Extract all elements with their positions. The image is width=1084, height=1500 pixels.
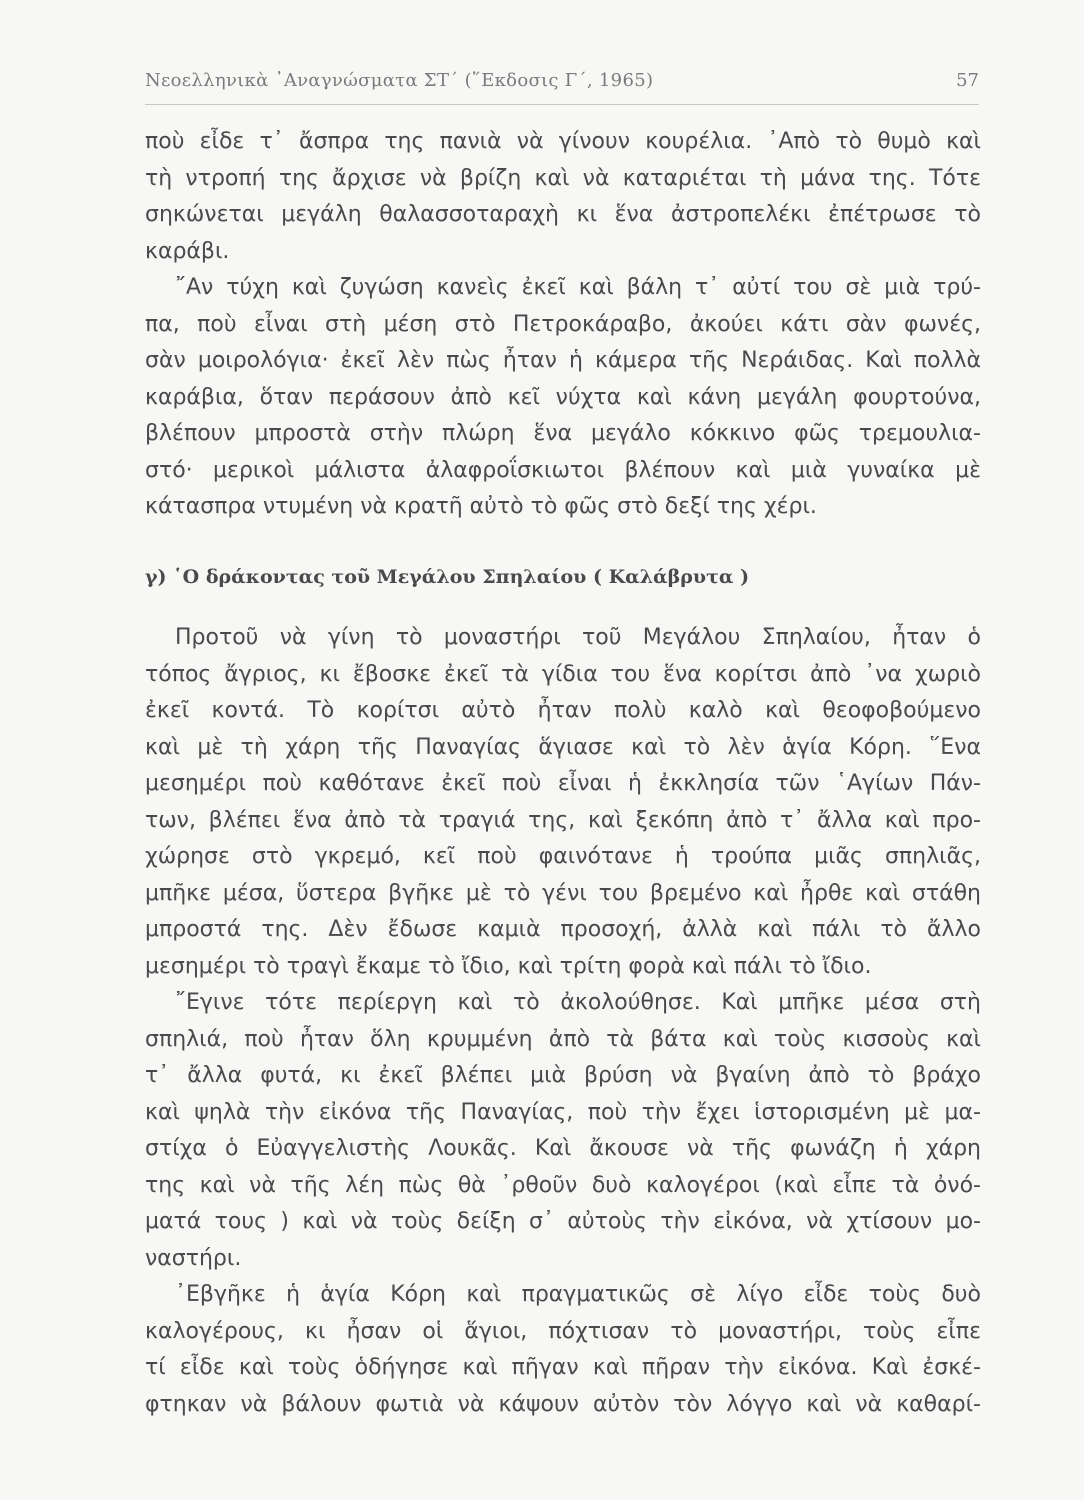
page-number: 57 bbox=[956, 70, 979, 91]
text-line: ματά τους ) καὶ νὰ τοὺς δείξη σ᾽ αὐτοὺς τὴν εἰκόνα, νὰ χτίσουν μο- bbox=[145, 1209, 981, 1234]
text-line: τὴ ντροπή της ἄρχισε νὰ βρίζη καὶ νὰ καταριέται τὴ μάνα της. Τότε bbox=[145, 165, 981, 191]
text-line: τ᾽ ἄλλα φυτά, κι ἐκεῖ βλέπει μιὰ βρύση νὰ βγαίνη ἀπὸ τὸ βράχο bbox=[145, 1063, 981, 1088]
text-line: ᾽Εβγῆκε ἡ ἁγία Κόρη καὶ πραγματικῶς σὲ λίγο εἶδε τοὺς δυὸ bbox=[175, 1282, 981, 1307]
text-line: ναστήρι. bbox=[145, 1245, 242, 1271]
text-line: καλογέρους, κι ἦσαν οἱ ἅγιοι, πόχτισαν τὸ μοναστήρι, τοὺς εἶπε bbox=[145, 1318, 981, 1344]
text-line: σπηλιά, ποὺ ἦταν ὅλη κρυμμένη ἀπὸ τὰ βάτα καὶ τοὺς κισσοὺς καὶ bbox=[145, 1026, 981, 1052]
text-line: καράβια, ὅταν περάσουν ἀπὸ κεῖ νύχτα καὶ κάνη μεγάλη φουρτούνα, bbox=[145, 384, 981, 410]
running-head bbox=[145, 70, 979, 100]
text-block-dragon-story bbox=[145, 620, 981, 1423]
section-heading: γ) ῾Ο δράκοντας τοῦ Μεγάλου Σπηλαίου ( Καλάβρυτα ) bbox=[145, 566, 750, 588]
text-line: στό· μερικοὶ μάλιστα ἀλαφροΐσκιωτοι βλέπουν καὶ μιὰ γυναίκα μὲ bbox=[145, 457, 981, 483]
running-title: Νεοελληνικὰ ᾽Αναγνώσματα ΣΤ΄ (῞Εκδοσις Γ΄, 1965) bbox=[145, 70, 654, 91]
text-line: χώρησε στὸ γκρεμό, κεῖ ποὺ φαινότανε ἡ τρούπα μιᾶς σπηλιᾶς, bbox=[145, 844, 981, 869]
text-line: ποὺ εἶδε τ᾽ ἄσπρα της πανιὰ νὰ γίνουν κουρέλια. ᾽Απὸ τὸ θυμὸ καὶ bbox=[145, 129, 981, 154]
text-line: τόπος ἄγριος, κι ἔβοσκε ἐκεῖ τὰ γίδια του ἕνα κορίτσι ἀπὸ ᾽να χωριὸ bbox=[145, 661, 981, 687]
text-line: στίχα ὁ Εὐαγγελιστὴς Λουκᾶς. Καὶ ἄκουσε νὰ τῆς φωνάζη ἡ χάρη bbox=[145, 1136, 981, 1161]
text-line: καὶ ψηλὰ τὴν εἰκόνα τῆς Παναγίας, ποὺ τὴν ἔχει ἱστορισμένη μὲ μα- bbox=[145, 1099, 981, 1125]
text-line: τί εἶδε καὶ τοὺς ὁδήγησε καὶ πῆγαν καὶ πῆραν τὴν εἰκόνα. Καὶ ἐσκέ- bbox=[145, 1355, 981, 1380]
text-line: σηκώνεται μεγάλη θαλασσοταραχὴ κι ἕνα ἀστροπελέκι ἐπέτρωσε τὸ bbox=[145, 202, 981, 227]
header-rule bbox=[145, 104, 979, 105]
text-line: μπροστά της. Δὲν ἔδωσε καμιὰ προσοχή, ἀλλὰ καὶ πάλι τὸ ἄλλο bbox=[145, 917, 981, 942]
text-line: της καὶ νὰ τῆς λέη πὼς θὰ ᾽ρθοῦν δυὸ καλογέροι (καὶ εἶπε τὰ ὀνό- bbox=[145, 1172, 981, 1198]
text-line: των, βλέπει ἕνα ἀπὸ τὰ τραγιά της, καὶ ξεκόπη ἀπὸ τ᾽ ἄλλα καὶ προ- bbox=[145, 807, 981, 833]
text-line: κάτασπρα ντυμένη νὰ κρατῆ αὐτὸ τὸ φῶς στὸ δεξί της χέρι. bbox=[145, 494, 817, 519]
text-line: σὰν μοιρολόγια· ἐκεῖ λὲν πὼς ἦταν ἡ κάμερα τῆς Νεράιδας. Καὶ πολλὰ bbox=[145, 348, 981, 373]
text-line: φτηκαν νὰ βάλουν φωτιὰ νὰ κάψουν αὐτὸν τὸν λόγγο καὶ νὰ καθαρί- bbox=[145, 1391, 981, 1417]
text-block-petrokaravo bbox=[145, 124, 981, 526]
text-line: μεσημέρι ποὺ καθότανε ἐκεῖ ποὺ εἶναι ἡ ἐκκλησία τῶν ῾Αγίων Πάν- bbox=[145, 771, 981, 796]
text-line: πα, ποὺ εἶναι στὴ μέση στὸ Πετροκάραβο, ἀκούει κάτι σὰν φωνές, bbox=[145, 311, 981, 337]
text-line: ῎Εγινε τότε περίεργη καὶ τὸ ἀκολούθησε. Καὶ μπῆκε μέσα στὴ bbox=[175, 990, 981, 1015]
text-line: ἐκεῖ κοντά. Τὸ κορίτσι αὐτὸ ἦταν πολὺ καλὸ καὶ θεοφοβούμενο bbox=[145, 698, 981, 723]
text-line: καὶ μὲ τὴ χάρη τῆς Παναγίας ἅγιασε καὶ τὸ λὲν ἁγία Κόρη. ῞Ενα bbox=[145, 734, 981, 760]
text-line: μεσημέρι τὸ τραγὶ ἔκαμε τὸ ἴδιο, καὶ τρίτη φορὰ καὶ πάλι τὸ ἴδιο. bbox=[145, 953, 872, 979]
text-line: μπῆκε μέσα, ὕστερα βγῆκε μὲ τὸ γένι του βρεμένο καὶ ἦρθε καὶ στάθη bbox=[145, 880, 981, 906]
text-line: βλέπουν μπροστὰ στὴν πλώρη ἕνα μεγάλο κόκκινο φῶς τρεμουλια- bbox=[145, 421, 981, 446]
text-line: ῎Αν τύχη καὶ ζυγώση κανεὶς ἐκεῖ καὶ βάλη τ᾽ αὐτί του σὲ μιὰ τρύ- bbox=[175, 275, 981, 300]
text-line: καράβι. bbox=[145, 238, 230, 264]
text-line: Προτοῦ νὰ γίνη τὸ μοναστήρι τοῦ Μεγάλου Σπηλαίου, ἦταν ὁ bbox=[175, 625, 981, 650]
